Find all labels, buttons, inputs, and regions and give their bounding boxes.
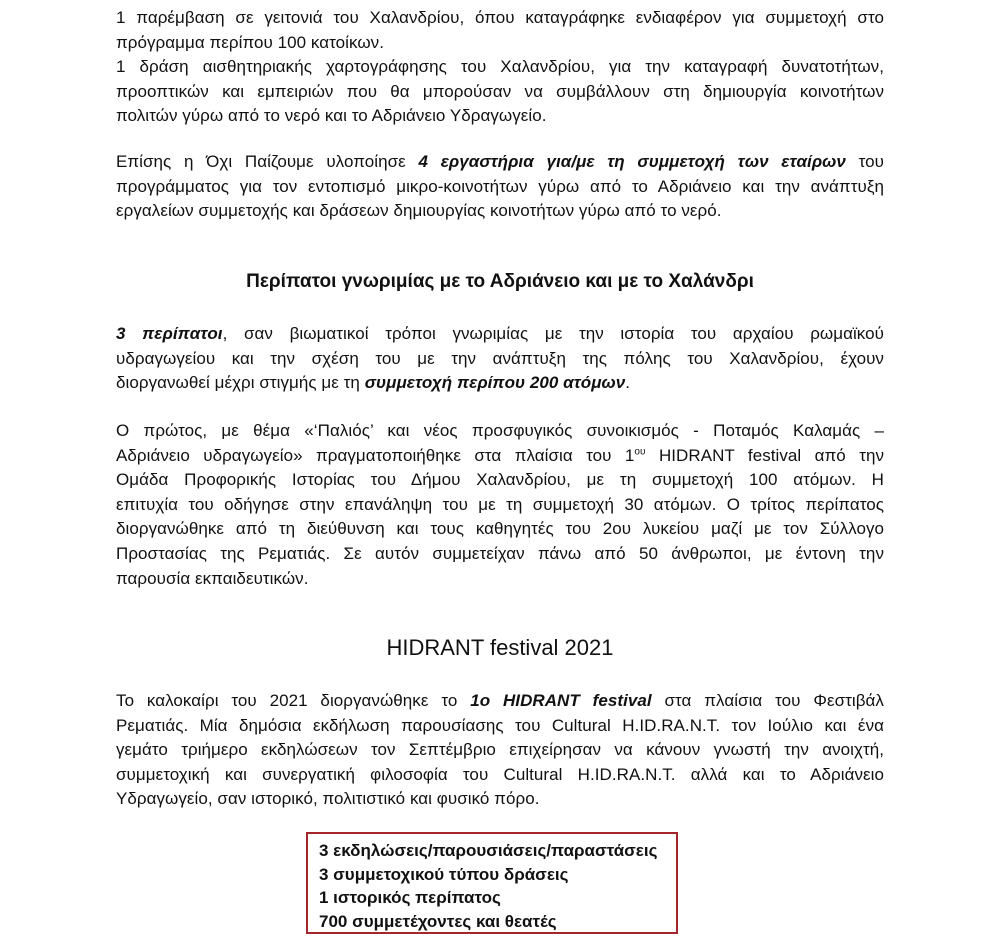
festival-line: Υδραγωγείο, σαν ιστορικό, πολιτιστικό και φυσικό πόρο.	[116, 789, 540, 809]
text: του	[858, 152, 884, 171]
festival-heading: HIDRANT festival 2021	[386, 635, 614, 660]
intro-line: 1 παρέμβαση σε γειτονιά του Χαλανδρίου, όπου καταγράφηκε ενδιαφέρον για συμμετοχή στο	[116, 8, 884, 27]
text: διοργανωθεί μέχρι στιγμής με τη	[116, 373, 365, 393]
workshops-emphasis: 4 εργαστήρια για/με τη συμμετοχή των εταίρων	[418, 152, 846, 171]
summary-item: 1 ιστορικός περίπατος	[319, 888, 501, 908]
walks-participation-emphasis: συμμετοχή περίπου 200 ατόμων	[364, 373, 626, 393]
text: .	[625, 373, 631, 393]
walks-line: Ο πρώτος, με θέμα «‘Παλιός’ και νέος προσφυγικός συνοικισμός - Ποταμός Καλαμάς –	[116, 421, 884, 440]
walks-line	[116, 322, 884, 347]
walks-line: Προστασίας της Ρεματιάς. Σε αυτόν συμμετείχαν πάνω από 50 άνθρωποι, με έντονη την	[116, 543, 884, 563]
intro-line: 1 δράση αισθητηριακής χαρτογράφησης του Χαλανδρίου, για την καταγραφή δυνατοτήτων,	[116, 57, 884, 77]
festival-line: συμμετοχική και συνεργατική φιλοσοφία του Cultural H.ID.RA.N.T. αλλά και το Αδριάνειο	[116, 764, 884, 784]
walks-line: παρουσία εκπαιδευτικών.	[116, 568, 309, 588]
workshops-line: προγράμματος για τον εντοπισμό μικρο-κοινοτήτων γύρω από το Αδριάνειο και την ανάπτυξη	[116, 176, 884, 196]
walks-heading: Περίπατοι γνωριμίας με το Αδριάνειο και με το Χαλάνδρι	[246, 271, 754, 292]
text: Αδριάνειο υδραγωγείο» πραγματοποιήθηκε στα πλαίσια του 1	[116, 445, 635, 465]
intro-line: πολιτών γύρω από το νερό και το Αδριάνειο Υδραγωγείο.	[116, 106, 547, 126]
workshops-line	[116, 150, 884, 175]
text: στα πλαίσια του Φεστιβάλ	[651, 691, 884, 710]
text: Το καλοκαίρι του 2021 διοργανώθηκε το	[116, 691, 471, 710]
walks-emphasis: 3 περίπατοι	[116, 324, 223, 343]
intro-line: πρόγραμμα περίπου 100 κατοίκων.	[116, 32, 384, 52]
text: HIDRANT festival από την	[645, 445, 885, 465]
text: , σαν βιωματικοί τρόποι γνωριμίας με την ιστορία του αρχαίου ρωμαϊκού	[222, 324, 885, 343]
festival-emphasis: 1ο HIDRANT festival	[470, 691, 652, 710]
text: Επίσης η Όχι Παίζουμε υλοποίησε	[116, 152, 406, 171]
intro-paragraph	[116, 6, 884, 129]
intro-line: προοπτικών και εμπειριών που θα μπορούσαν να συμβάλλουν στη δημιουργία κοινοτήτων	[116, 81, 884, 101]
workshops-paragraph	[116, 150, 884, 224]
walks-paragraph-1	[116, 322, 884, 396]
walks-line: διοργανώθηκε από τη διεύθυνση και τους καθηγητές του 2ου λυκείου μαζί με τον Σύλλογο	[116, 519, 884, 539]
walks-line: υδραγωγείου και την σχέση του με την ανάπτυξη της πόλης του Χαλανδρίου, έχουν	[116, 348, 884, 368]
festival-line: Ρεματιάς. Μία δημόσια εκδήλωση παρουσίασης του Cultural H.ID.RA.N.T. τον Ιούλιο και ένα	[116, 715, 884, 735]
festival-line: γεμάτο τριήμερο εκδηλώσεων τον Σεπτέμβριο επιχείρησαν να κάνουν γνωστή την ανοιχτή,	[116, 740, 884, 760]
summary-item: 700 συμμετέχοντες και θεατές	[319, 911, 557, 931]
festival-line	[116, 689, 884, 714]
walks-paragraph-2	[116, 419, 884, 591]
festival-paragraph	[116, 689, 884, 812]
summary-item: 3 συμμετοχικού τύπου δράσεις	[319, 864, 569, 884]
festival-summary-box	[306, 832, 678, 934]
walks-line: επιτυχία του οδήγησε στην επανάληψη του με τη συμμετοχή 30 ατόμων. Ο τρίτος περίπατος	[116, 494, 884, 514]
walks-line	[116, 444, 884, 469]
walks-line: Ομάδα Προφορικής Ιστορίας του Δήμου Χαλανδρίου, με τη συμμετοχή 100 ατόμων. Η	[116, 470, 884, 490]
superscript: ου	[634, 445, 646, 457]
workshops-line: εργαλείων συμμετοχής και δράσεων δημιουργίας κοινοτήτων γύρω από το νερό.	[116, 201, 722, 221]
summary-item: 3 εκδηλώσεις/παρουσιάσεις/παραστάσεις	[319, 841, 658, 860]
walks-line	[116, 371, 884, 396]
